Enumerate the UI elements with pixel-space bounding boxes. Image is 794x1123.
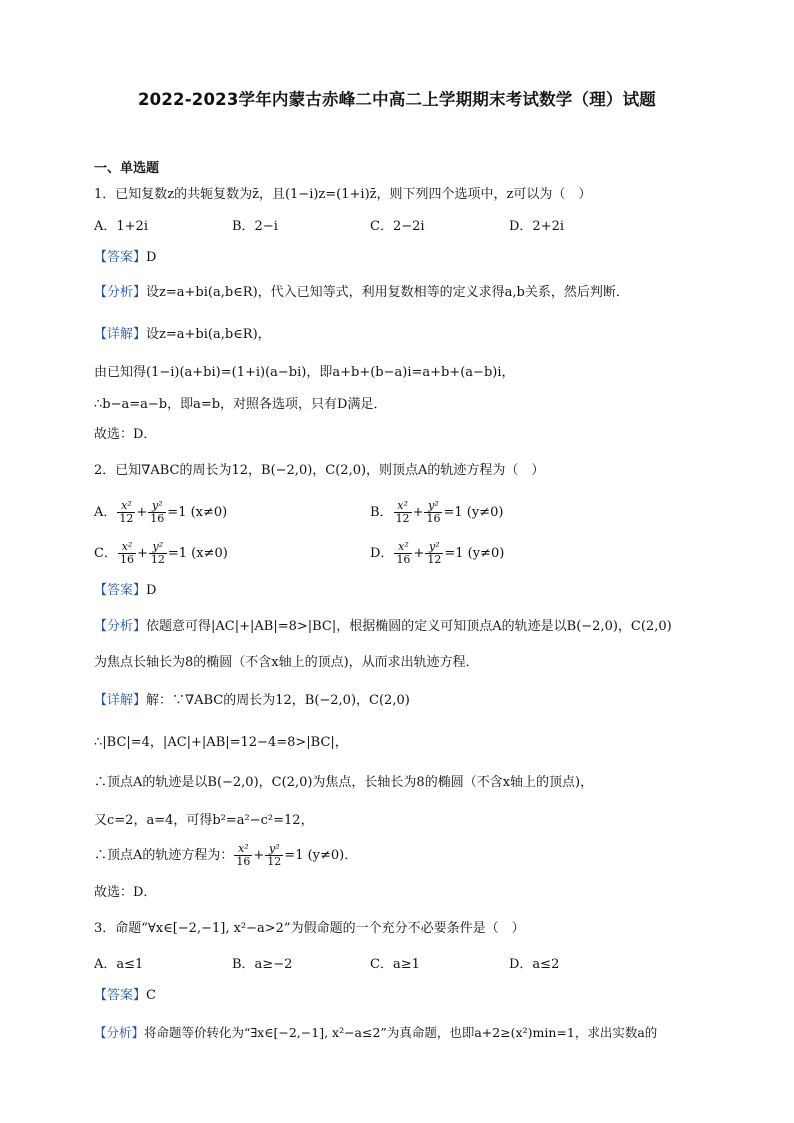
fraction: $\frac{\text{y²}}{16}$ <box>150 499 165 525</box>
detail-text: 设z=a+bi(a,b∈R)， <box>146 327 271 342</box>
q3-option-d: D．a≤2 <box>509 957 560 972</box>
step-text: ∴顶点A的轨迹方程为： <box>94 848 234 863</box>
q1-detail <box>94 326 271 344</box>
fraction: $\frac{\text{y²}}{12}$ <box>427 540 442 566</box>
option-label: C． <box>94 546 117 561</box>
section-heading: 一、单选题 <box>94 161 160 176</box>
fraction: $\frac{\text{x²}}{12}$ <box>119 499 134 525</box>
equation-tail: =1 (y≠0) <box>444 546 505 561</box>
answer-tag: 【答案】 <box>94 250 147 265</box>
q3-option-a: A．a≤1 <box>94 957 144 972</box>
q1-option-c: C．2−2i <box>370 219 425 234</box>
analysis-text: 依题意可得|AC|+|AB|=8>|BC|，根据椭圆的定义可知顶点A的轨迹是以B(−2,0)，C(2,0) <box>146 619 672 634</box>
q1-stem: 1．已知复数z的共轭复数为z̄，且(1−i)z=(1+i)z̄，则下列四个选项中，z可以为（ ） <box>94 187 592 202</box>
answer-value: D <box>146 250 157 265</box>
fraction: $\frac{\text{x²}}{16}$ <box>396 540 411 566</box>
q3-option-b: B．a≥−2 <box>232 957 293 972</box>
q2-step-2: ∴顶点A的轨迹是以B(−2,0)，C(2,0)为焦点，长轴长为8的椭圆（不含x轴上的顶点)， <box>94 775 594 790</box>
detail-tag: 【详解】 <box>94 327 147 342</box>
option-label: B． <box>370 505 393 520</box>
analysis-text: 将命题等价转化为“∃x∈[−2,−1], x²−a≤2”为真命题，也即a+2≥(x²)min=1，求出实数a的 <box>144 1025 658 1040</box>
fraction: $\frac{\text{x²}}{16}$ <box>119 540 134 566</box>
analysis-text: 设z=a+bi(a,b∈R)，代入已知等式，利用复数相等的定义求得a,b关系，然后判断． <box>146 285 629 300</box>
q3-option-c: C．a≥1 <box>370 957 420 972</box>
fraction: $\frac{\text{y²}}{12}$ <box>150 540 165 566</box>
fraction: $\frac{\text{y²}}{16}$ <box>426 499 441 525</box>
q2-step-5: 故选：D． <box>94 885 157 900</box>
analysis-tag: 【分析】 <box>94 619 147 634</box>
q1-option-a: A．1+2i <box>94 219 148 234</box>
equation-tail: =1 (x≠0) <box>167 505 228 520</box>
q2-step-4: ∴顶点A的轨迹方程为： $\frac{\text{x²}}{16}$ + $\frac{\text{y²}}{12}$ =1 (y≠0)． <box>94 842 358 868</box>
analysis-tag: 【分析】 <box>94 1025 145 1040</box>
answer-tag: 【答案】 <box>94 583 147 598</box>
detail-text: 解：∵∇ABC的周长为12，B(−2,0)，C(2,0) <box>146 693 410 708</box>
fraction: $\frac{\text{x²}}{12}$ <box>395 499 410 525</box>
fraction: $\frac{\text{y²}}{12}$ <box>267 842 282 868</box>
answer-value: D <box>146 583 157 598</box>
q2-option-d: D． $\frac{\text{x²}}{16}$ + $\frac{\text{y²}}{12}$ =1 (y≠0) <box>370 540 505 566</box>
equation-tail: =1 (y≠0)． <box>284 848 358 863</box>
equation-tail: =1 (y≠0) <box>443 505 504 520</box>
q1-option-b: B．2−i <box>232 219 278 234</box>
q2-stem: 2．已知∇ABC的周长为12，B(−2,0)，C(2,0)，则顶点A的轨迹方程为（ ） <box>94 463 545 478</box>
page-title: 2022-2023学年内蒙古赤峰二中高二上学期期末考试数学（理）试题 <box>138 90 656 109</box>
equation-tail: =1 (x≠0) <box>167 546 228 561</box>
answer-value: C <box>146 988 156 1003</box>
q2-option-c: C． $\frac{\text{x²}}{16}$ + $\frac{\text{y²}}{12}$ =1 (x≠0) <box>94 540 228 566</box>
q1-analysis <box>94 284 629 302</box>
option-label: D． <box>370 546 394 561</box>
q2-analysis-cont: 为焦点长轴长为8的椭圆（不含x轴上的顶点)，从而求出轨迹方程． <box>94 655 479 670</box>
q3-answer <box>94 987 156 1005</box>
option-label: A． <box>94 505 117 520</box>
analysis-tag: 【分析】 <box>94 285 147 300</box>
answer-tag: 【答案】 <box>94 988 147 1003</box>
detail-tag: 【详解】 <box>94 693 147 708</box>
q3-stem: 3．命题“∀x∈[−2,−1], x²−a>2”为假命题的一个充分不必要条件是（ ） <box>94 921 525 936</box>
q2-step-3: 又c=2，a=4，可得b²=a²−c²=12， <box>94 813 314 828</box>
q3-analysis <box>94 1024 657 1042</box>
q1-step-2: ∴b−a=a−b，即a=b，对照各选项，只有D满足． <box>94 397 387 412</box>
fraction: $\frac{\text{x²}}{16}$ <box>236 842 251 868</box>
q1-step-3: 故选：D． <box>94 427 157 442</box>
q2-analysis <box>94 618 672 636</box>
q2-answer <box>94 582 156 600</box>
q2-option-b: B． $\frac{\text{x²}}{12}$ + $\frac{\text{y²}}{16}$ =1 (y≠0) <box>370 499 504 525</box>
q1-step-1: 由已知得(1−i)(a+bi)=(1+i)(a−bi)，即a+b+(b−a)i=a+b+(a−b)i， <box>94 365 515 380</box>
q2-option-a: A． $\frac{\text{x²}}{12}$ + $\frac{\text{y²}}{16}$ =1 (x≠0) <box>94 499 228 525</box>
q2-detail <box>94 692 410 710</box>
q1-option-d: D．2+2i <box>509 219 565 234</box>
q1-answer <box>94 249 156 267</box>
q2-step-1: ∴|BC|=4，|AC|+|AB|=12−4=8>|BC|， <box>94 735 348 750</box>
